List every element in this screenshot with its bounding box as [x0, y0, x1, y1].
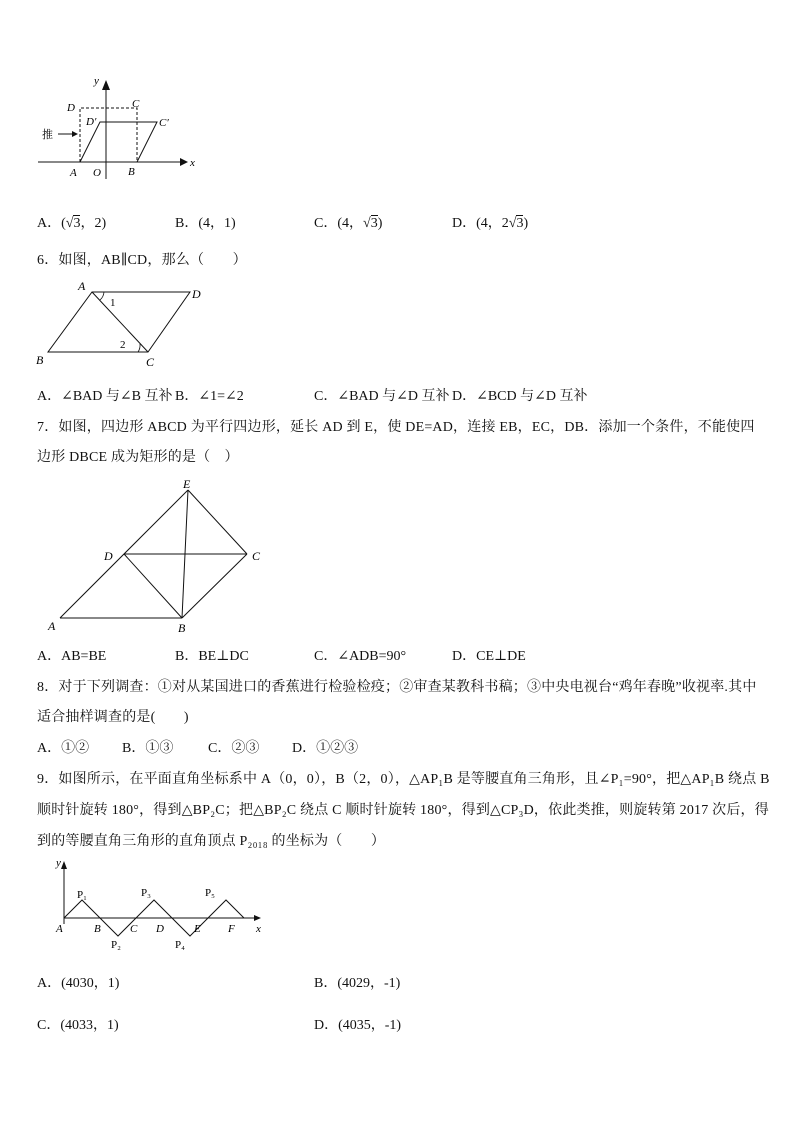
q8-option-c[interactable]: C．②③ [208, 741, 260, 756]
q7-stem-line1: 7．如图，四边形 ABCD 为平行四边形，延长 AD 到 E，使 DE=AD，连接 EB，EC，DB．添加一个条件，不能使四 [37, 420, 755, 435]
q9-stem-line3: 到的等腰直角三角形的直角顶点 P₂₀₁₈ 的坐标为（ ） [37, 834, 386, 849]
figure-q9 [42, 856, 267, 956]
fig7-label-C: C [252, 549, 261, 563]
fig7-label-D: D [104, 549, 113, 563]
q9-stem-line1: 9．如图所示，在平面直角坐标系中 A（0，0），B（2，0），△AP₁B 是等腰直角三角形，且∠P₁=90°，把△AP₁B 绕点 B [37, 772, 770, 787]
fig7-label-E: E [183, 477, 191, 491]
fig5-label-Cprime: C′ [159, 117, 169, 129]
fig5-label-y: y [94, 75, 99, 87]
fig9-label-E: E [194, 923, 201, 935]
q9-option-d[interactable]: D．(4035，-1) [314, 1018, 402, 1033]
q5-option-b[interactable]: B．(4，1) [175, 216, 236, 231]
figure-q5 [30, 74, 200, 186]
q9-option-a[interactable]: A．(4030，1) [37, 976, 120, 991]
sqrt-symbol: √ [65, 216, 74, 231]
fig9-label-F: F [228, 923, 235, 935]
fig9-label-P2: P₂ [111, 939, 121, 951]
fig9-label-x: x [256, 923, 261, 935]
sqrt-symbol: √ [508, 216, 517, 231]
fig9-label-B: B [94, 923, 101, 935]
fig9-label-P5: P₅ [205, 887, 215, 899]
fig7-label-B: B [178, 621, 186, 635]
fig6-label-A: A [78, 279, 86, 293]
fig6-label-B: B [36, 353, 44, 367]
q9-option-c[interactable]: C．(4033，1) [37, 1018, 119, 1033]
fig7-label-A: A [48, 619, 56, 633]
q8-option-a[interactable]: A．①② [37, 741, 90, 756]
figure-q6 [30, 278, 210, 370]
fig6-label-angle1: 1 [110, 297, 116, 309]
fig5-label-B: B [128, 166, 135, 178]
fig9-label-D: D [156, 923, 164, 935]
q7-option-b[interactable]: B．BE⊥DC [175, 649, 249, 664]
sqrt-symbol: √ [363, 216, 371, 231]
fig5-label-Dprime: D′ [86, 116, 97, 128]
q6-option-b[interactable]: B．∠1=∠2 [175, 389, 244, 404]
fig9-label-P1: P₁ [77, 889, 87, 901]
q8-stem-line1: 8．对于下列调查：①对从某国进口的香蕉进行检验检疫；②审查某教科书稿；③中央电视台“鸡年春晚”收视率.其中 [37, 680, 757, 695]
q8-stem-line2: 适合抽样调查的是( ) [37, 710, 189, 725]
q9-stem-line2: 顺时针旋转 180°，得到△BP₂C；把△BP₂C 绕点 C 顺时针旋转 180°，得到△CP₃D，依此类推，则旋转第 2017 次后，得 [37, 803, 769, 818]
fig9-label-y: y [56, 857, 61, 869]
q7-option-d[interactable]: D．CE⊥DE [452, 649, 526, 664]
q5-option-d[interactable]: D．(4，2√3) [452, 216, 529, 231]
fig6-label-angle2: 2 [120, 339, 126, 351]
fig9-label-P4: P₄ [175, 939, 185, 951]
fig6-label-D: D [192, 287, 201, 301]
fig5-label-x: x [190, 157, 195, 169]
q8-option-d[interactable]: D．①②③ [292, 741, 359, 756]
q6-option-a[interactable]: A．∠BAD 与∠B 互补 [37, 389, 173, 404]
fig5-label-O: O [93, 167, 101, 179]
fig5-label-C: C [132, 98, 140, 110]
fig9-label-C: C [130, 923, 138, 935]
q7-stem-line2: 边形 DBCE 成为矩形的是（ ） [37, 450, 239, 465]
q5-option-c[interactable]: C．(4，√3) [314, 216, 383, 231]
fig5-label-D: D [67, 102, 75, 114]
q8-option-b[interactable]: B．①③ [122, 741, 174, 756]
q9-option-b[interactable]: B．(4029，-1) [314, 976, 401, 991]
q6-stem: 6．如图，AB∥CD，那么（ ） [37, 253, 247, 268]
fig5-label-A: A [70, 167, 77, 179]
q5-option-a[interactable]: A．(√3，2) [37, 216, 107, 231]
q7-option-c[interactable]: C．∠ADB=90° [314, 649, 407, 664]
fig6-label-C: C [146, 355, 155, 369]
figure-q7 [40, 476, 280, 636]
q6-option-d[interactable]: D．∠BCD 与∠D 互补 [452, 389, 588, 404]
fig5-label-push: 推 [42, 129, 53, 141]
fig9-label-P3: P₃ [141, 887, 151, 899]
fig9-label-A: A [56, 923, 63, 935]
q7-option-a[interactable]: A．AB=BE [37, 649, 107, 664]
q6-option-c[interactable]: C．∠BAD 与∠D 互补 [314, 389, 450, 404]
